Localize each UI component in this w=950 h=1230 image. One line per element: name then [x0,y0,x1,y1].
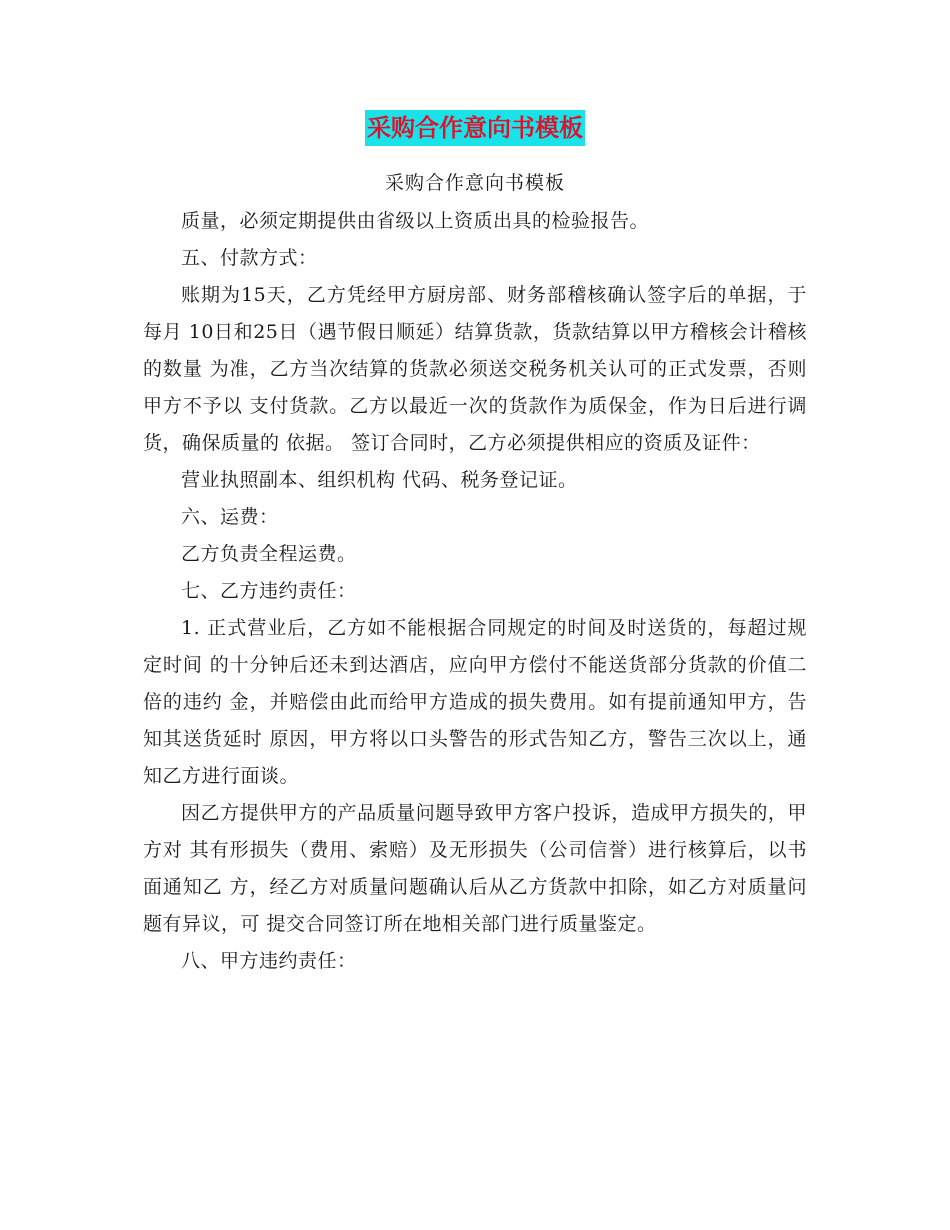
document-subtitle: 采购合作意向书模板 [384,172,565,194]
document-title [0,110,950,149]
paragraph: 乙方负责全程运费。 [181,543,357,565]
paragraph: 质量，必须定期提供由省级以上资质出具的检验报告。 [181,210,650,232]
section-heading: 五、付款方式： [181,247,318,269]
document-body [143,203,807,980]
section-heading: 六、运费： [181,506,279,528]
paragraph: 营业执照副本、组织机构 代码、税务登记证。 [181,469,578,491]
section-heading: 八、甲方违约责任： [181,950,357,972]
document-title-text: 采购合作意向书模板 [365,110,585,146]
paragraph: 账期为15天，乙方凭经甲方厨房部、财务部稽核确认签字后的单据，于每月 10日和25日（遇节假日顺延）结算货款，货款结算以甲方稽核会计稽核的数量 为准，乙方当次结算的货款必须送交税务机关认可的正式发票，否则甲方不予以 支付货款。乙方以最近一次的货款作为质保金，作为日后进行调货，确保质量的 依据。 签订合同时，乙方必须提供相应的资质及证件： [143,284,807,454]
paragraph: 因乙方提供甲方的产品质量问题导致甲方客户投诉，造成甲方损失的，甲方对 其有形损失（费用、索赔）及无形损失（公司信誉）进行核算后，以书面通知乙 方，经乙方对质量问题确认后从乙方货款中扣除，如乙方对质量问题有异议，可 提交合同签订所在地相关部门进行质量鉴定。 [143,802,807,935]
section-heading: 七、乙方违约责任： [181,580,357,602]
paragraph: 1. 正式营业后，乙方如不能根据合同规定的时间及时送货的，每超过规定时间 的十分钟后还未到达酒店，应向甲方偿付不能送货部分货款的价值二倍的违约 金，并赔偿由此而给甲方造成的损失费用。如有提前通知甲方，告知其送货延时 原因，甲方将以口头警告的形式告知乙方，警告三次以上，通知乙方进行面谈。 [143,617,807,787]
